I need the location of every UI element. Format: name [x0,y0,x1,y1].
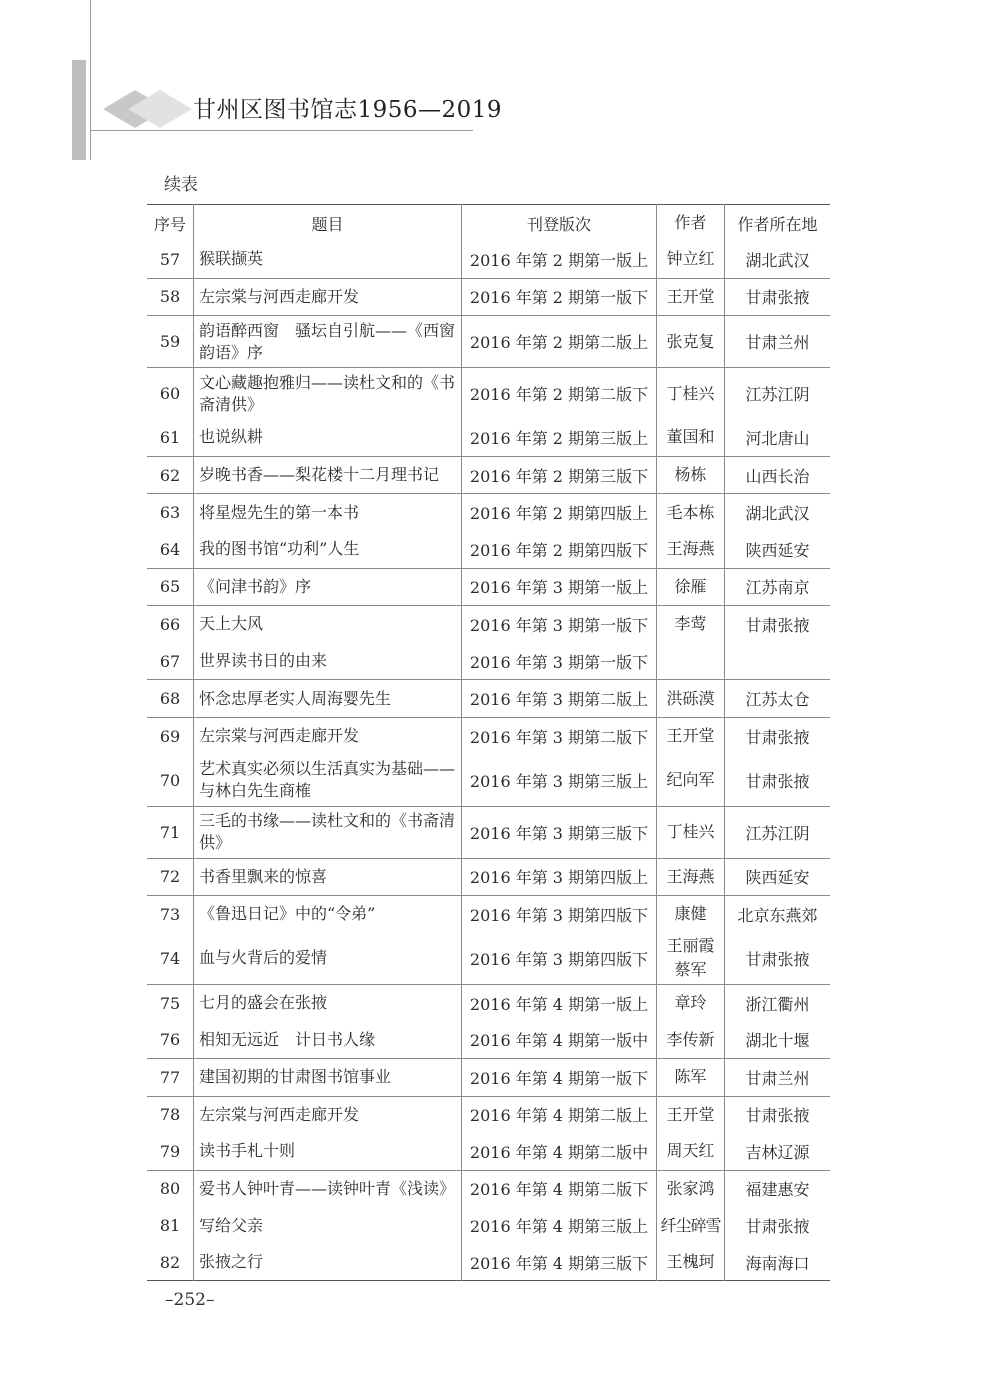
row-location: 甘肃张掖 [745,949,810,969]
row-author: 王海燕 [657,858,725,896]
col-header-location: 作者所在地 [737,214,818,234]
header-diamond-light-icon-lower [128,109,192,128]
row-issue: 2016 年第 3 期第三版上 [462,755,657,807]
row-number: 60 [147,368,194,420]
table-row [147,1096,830,1133]
row-number: 71 [147,806,194,858]
row-issue: 2016 年第 3 期第一版下 [462,606,657,643]
row-location: 山西长治 [745,466,810,486]
table-row [147,755,830,807]
row-author: 丁桂兴 [657,806,725,858]
row-title: 左宗棠与河西走廊开发 [194,278,462,316]
row-title: 《鲁迅日记》中的“令弟” [194,896,462,933]
row-title: 爱书人钟叶青——读钟叶青《浅读》 [194,1170,462,1207]
row-title: 写给父亲 [194,1207,462,1244]
row-author: 陈军 [657,1058,725,1096]
row-title: 相知无远近 计日书人缘 [194,1021,462,1058]
row-location: 湖北武汉 [745,504,810,524]
row-title: 世界读书日的由来 [194,643,462,680]
row-issue: 2016 年第 4 期第二版上 [462,1096,657,1133]
row-title: 三毛的书缘——读杜文和的《书斋清供》 [194,806,462,858]
row-author: 董国和 [657,419,725,456]
publication-table [147,204,830,1281]
row-author: 丁桂兴 [657,368,725,420]
row-title: 韵语醉西窗 骚坛自引航——《西窗韵语》序 [194,316,462,368]
table-row [147,568,830,606]
row-issue: 2016 年第 2 期第一版下 [462,278,657,316]
row-author [657,643,725,680]
col-header-title: 题目 [194,205,462,242]
row-title: 岁晚书香——梨花楼十二月理书记 [194,456,462,494]
row-number: 62 [147,456,194,494]
row-location [725,643,831,680]
row-author: 周天红 [657,1133,725,1170]
row-issue: 2016 年第 2 期第二版下 [462,368,657,420]
row-number: 76 [147,1021,194,1058]
row-location: 江苏江阴 [745,385,810,405]
row-location: 甘肃兰州 [745,1068,810,1088]
table-row [147,858,830,896]
row-issue: 2016 年第 4 期第三版上 [462,1207,657,1244]
table-row [147,680,830,718]
row-title: 艺术真实必须以生活真实为基础——与林白先生商榷 [194,755,462,807]
margin-vertical-rule [90,0,91,160]
col-header-issue: 刊登版次 [462,205,657,242]
row-issue: 2016 年第 2 期第二版上 [462,316,657,368]
row-author: 钟立红 [657,241,725,278]
row-number: 68 [147,680,194,718]
row-issue: 2016 年第 2 期第四版下 [462,531,657,568]
row-title: 左宗棠与河西走廊开发 [194,1096,462,1133]
col-header-number: 序号 [147,205,194,242]
row-location: 陕西延安 [745,540,810,560]
row-issue: 2016 年第 2 期第三版上 [462,419,657,456]
row-location: 福建惠安 [745,1180,810,1200]
row-issue: 2016 年第 4 期第一版上 [462,984,657,1021]
row-location: 江苏太仓 [745,690,810,710]
row-number: 63 [147,494,194,531]
row-author: 李传新 [657,1021,725,1058]
row-number: 72 [147,858,194,896]
row-author: 张克复 [657,316,725,368]
row-number: 73 [147,896,194,933]
row-title: 也说纵耕 [194,419,462,456]
row-number: 82 [147,1244,194,1281]
row-title: 七月的盛会在张掖 [194,984,462,1021]
row-author: 徐雁 [657,568,725,606]
running-header-title: 甘州区图书馆志1956—2019 [193,97,503,123]
table-row [147,806,830,858]
row-title: 血与火背后的爱情 [194,933,462,985]
row-author: 王槐珂 [657,1244,725,1281]
row-number: 69 [147,717,194,754]
row-title: 猴联撷英 [194,241,462,278]
row-location: 海南海口 [745,1253,810,1273]
table-row [147,1021,830,1058]
header-diamond-light-icon [128,90,192,109]
table-row [147,241,830,278]
row-author: 康健 [657,896,725,933]
row-location: 湖北武汉 [745,250,810,270]
row-number: 61 [147,419,194,456]
row-title: 建国初期的甘肃图书馆事业 [194,1058,462,1096]
row-issue: 2016 年第 3 期第二版上 [462,680,657,718]
row-location: 江苏江阴 [745,823,810,843]
row-number: 65 [147,568,194,606]
row-title: 书香里飘来的惊喜 [194,858,462,896]
table-row [147,717,830,754]
page-number: –252– [165,1290,215,1310]
row-number: 66 [147,606,194,643]
row-issue: 2016 年第 4 期第一版下 [462,1058,657,1096]
row-issue: 2016 年第 4 期第二版中 [462,1133,657,1170]
table-row [147,494,830,531]
row-issue: 2016 年第 3 期第二版下 [462,717,657,754]
row-issue: 2016 年第 2 期第三版下 [462,456,657,494]
row-number: 57 [147,241,194,278]
table-row [147,643,830,680]
table-row [147,1207,830,1244]
header-rule [90,130,473,131]
row-author: 杨栋 [657,456,725,494]
row-location: 江苏南京 [745,578,810,598]
row-location: 陕西延安 [745,868,810,888]
row-title: 我的图书馆“功利”人生 [194,531,462,568]
row-number: 67 [147,643,194,680]
row-number: 78 [147,1096,194,1133]
row-location: 吉林辽源 [745,1142,810,1162]
table-continued-label: 续表 [164,175,198,195]
row-location: 甘肃张掖 [745,288,810,308]
table-row [147,933,830,985]
row-issue: 2016 年第 3 期第四版下 [462,933,657,985]
row-title: 天上大风 [194,606,462,643]
row-author: 王开堂 [657,1096,725,1133]
row-author: 王开堂 [657,717,725,754]
row-author: 王海燕 [657,531,725,568]
row-issue: 2016 年第 3 期第三版下 [462,806,657,858]
row-issue: 2016 年第 3 期第一版下 [462,643,657,680]
row-issue: 2016 年第 3 期第一版上 [462,568,657,606]
row-issue: 2016 年第 4 期第一版中 [462,1021,657,1058]
row-location: 浙江衢州 [745,994,810,1014]
row-number: 70 [147,755,194,807]
row-location: 甘肃张掖 [745,771,810,791]
row-number: 64 [147,531,194,568]
table-row [147,316,830,368]
table-header-row [147,205,830,242]
row-issue: 2016 年第 3 期第四版下 [462,896,657,933]
row-number: 58 [147,278,194,316]
row-title: 读书手札十则 [194,1133,462,1170]
row-issue: 2016 年第 4 期第二版下 [462,1170,657,1207]
col-header-author: 作者 [657,205,725,242]
row-author: 王开堂 [657,278,725,316]
row-location: 甘肃兰州 [745,333,810,353]
table-row [147,368,830,420]
row-author: 王丽霞 蔡军 [657,933,725,985]
row-author: 洪砾漠 [657,680,725,718]
table-row [147,1058,830,1096]
row-issue: 2016 年第 4 期第三版下 [462,1244,657,1281]
table-row [147,606,830,643]
row-title: 将星煜先生的第一本书 [194,494,462,531]
row-location: 甘肃张掖 [745,1106,810,1126]
row-author: 毛本栋 [657,494,725,531]
row-author: 纪向军 [657,755,725,807]
row-issue: 2016 年第 3 期第四版上 [462,858,657,896]
row-number: 79 [147,1133,194,1170]
row-location: 甘肃张掖 [745,615,810,635]
row-author: 张家鸿 [657,1170,725,1207]
table-row [147,896,830,933]
row-location: 甘肃张掖 [745,1217,810,1237]
row-issue: 2016 年第 2 期第四版上 [462,494,657,531]
table-row [147,531,830,568]
table-row [147,1170,830,1207]
row-location: 湖北十堰 [745,1031,810,1051]
table-row [147,456,830,494]
row-number: 80 [147,1170,194,1207]
row-location: 甘肃张掖 [745,727,810,747]
row-number: 81 [147,1207,194,1244]
table-row [147,419,830,456]
row-title: 怀念忠厚老实人周海婴先生 [194,680,462,718]
row-title: 《问津书韵》序 [194,568,462,606]
row-number: 77 [147,1058,194,1096]
row-title: 文心藏趣抱雅归——读杜文和的《书斋清供》 [194,368,462,420]
row-number: 75 [147,984,194,1021]
row-title: 张掖之行 [194,1244,462,1281]
row-number: 74 [147,933,194,985]
row-number: 59 [147,316,194,368]
row-author: 李莺 [657,606,725,643]
row-author: 章玲 [657,984,725,1021]
row-issue: 2016 年第 2 期第一版上 [462,241,657,278]
row-author: 纤尘碎雪 [657,1207,725,1244]
row-title: 左宗棠与河西走廊开发 [194,717,462,754]
row-location: 河北唐山 [745,428,810,448]
table-row [147,1133,830,1170]
margin-gray-bar [72,60,86,160]
table-row [147,984,830,1021]
table-row [147,1244,830,1281]
table-row [147,278,830,316]
row-location: 北京东燕郊 [737,905,818,925]
